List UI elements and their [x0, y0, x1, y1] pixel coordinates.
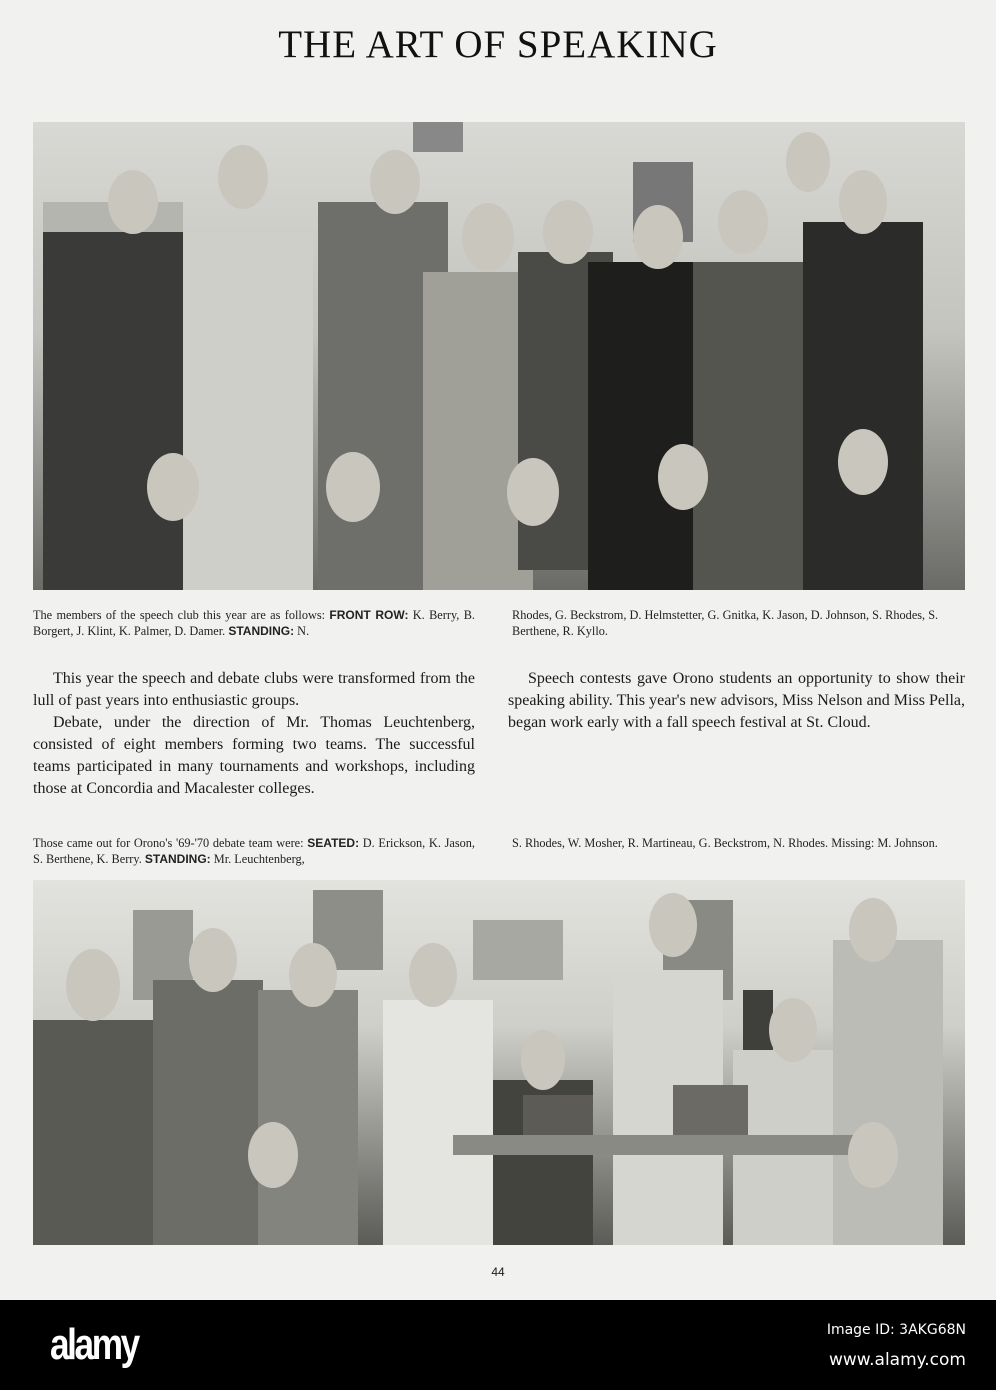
standing-label: STANDING: [228, 624, 295, 638]
paragraph: Debate, under the direction of Mr. Thomas Leuchtenberg, consisted of eight members forming two teams. The successful teams participated in many tournaments and workshops, including those at Concordia and Macalester colleges. [33, 714, 475, 797]
site-url[interactable]: www.alamy.com [828, 1350, 966, 1370]
caption-text: Those came out for Orono's '69-'70 debate team were: [33, 836, 308, 850]
seated-label: SEATED: [307, 836, 360, 850]
front-row-label: FRONT ROW: [329, 608, 409, 622]
photo1-caption-left [33, 607, 475, 639]
standing-label: STANDING: [144, 852, 211, 866]
caption-text: The members of the speech club this year are as follows: [33, 608, 330, 622]
standing-names: Mr. Leuchtenberg, [210, 852, 305, 866]
speech-club-group-photo [33, 122, 965, 590]
debate-team-group-photo [33, 880, 965, 1245]
standing-names: N. [294, 624, 310, 638]
paragraph: This year the speech and debate clubs were transformed from the lull of past years into enthusiastic groups. [33, 670, 475, 709]
image-id: Image ID: 3AKG68N [826, 1322, 966, 1338]
front-row-names: K. Berry, B. Borgert, J. Klint, K. Palmer, D. Damer. [33, 608, 476, 638]
body-right-column [508, 668, 965, 734]
body-left-column [33, 668, 475, 800]
photo1-caption-right: Rhodes, G. Beckstrom, D. Helmstetter, G. Gnitka, K. Jason, D. Johnson, S. Rhodes, S. Berthene, R. Kyllo. [512, 608, 939, 638]
watermark-footer [0, 1300, 996, 1390]
alamy-logo: alamy [50, 1320, 138, 1369]
photo2-caption-left [33, 835, 475, 867]
page-number: 44 [491, 1265, 505, 1279]
paragraph: Speech contests gave Orono students an opportunity to show their speaking ability. This year's new advisors, Miss Nelson and Miss Pella, began work early with a fall speech festival at St. Cloud. [508, 670, 965, 731]
page-title: THE ART OF SPEAKING [278, 23, 718, 66]
seated-names: D. Erickson, K. Jason, S. Berthene, K. Berry. [33, 836, 475, 866]
photo2-caption-right: S. Rhodes, W. Mosher, R. Martineau, G. Beckstrom, N. Rhodes. Missing: M. Johnson. [512, 836, 938, 850]
